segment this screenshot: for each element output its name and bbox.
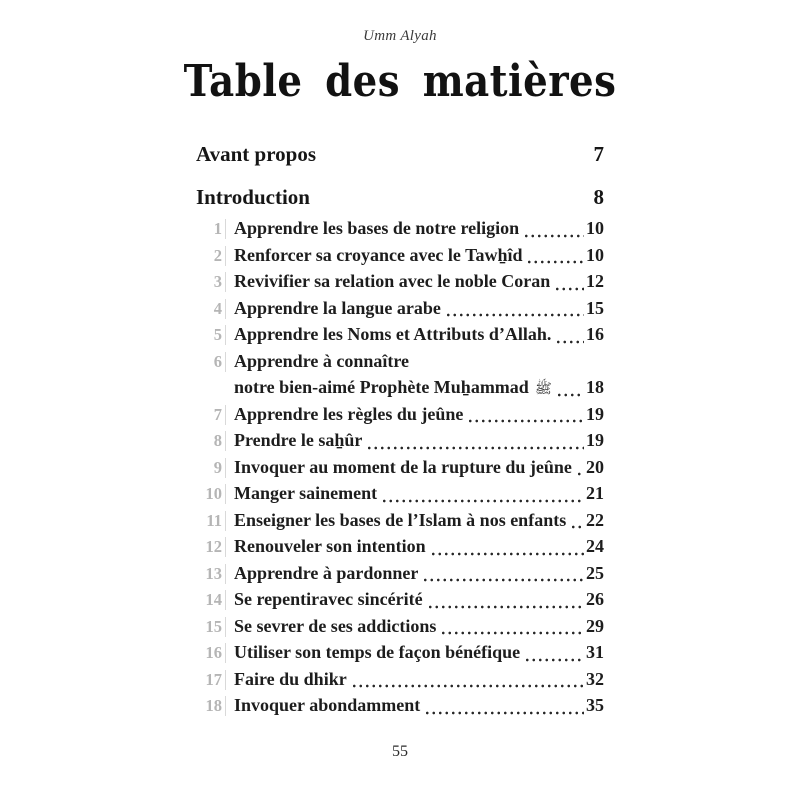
- entry-number: 4: [196, 299, 226, 319]
- entry-number: 1: [196, 219, 226, 239]
- entry-line-1: [196, 351, 604, 378]
- toc-section-avant-propos: [196, 142, 604, 167]
- entry-page-number: 31: [586, 642, 604, 662]
- dot-leader: [445, 313, 584, 317]
- section-label: Avant propos: [196, 142, 317, 166]
- entry-page-number: 29: [586, 615, 604, 636]
- entry-title: Apprendre les Noms et Attributs d’Allah.: [234, 324, 552, 344]
- toc-entry: [196, 218, 604, 245]
- toc-entry: [196, 695, 604, 722]
- entry-number: 15: [196, 617, 226, 637]
- dot-leader: [524, 658, 584, 662]
- entry-title: Apprendre à pardonner: [234, 562, 419, 583]
- entry-title: Prendre le saẖûr: [234, 430, 363, 450]
- entry-number: 10: [196, 484, 226, 504]
- toc-entry: [196, 616, 604, 643]
- entry-page-number: 15: [586, 297, 604, 318]
- toc-entry: [196, 457, 604, 484]
- entry-page-number: 24: [586, 536, 604, 556]
- entry-number: 14: [196, 590, 226, 610]
- entry-title: Apprendre les règles du jeûne: [234, 403, 464, 424]
- dot-leader: [424, 711, 584, 715]
- entry-title: Se repentiravec sincérité: [234, 589, 423, 609]
- entry-page-number: 22: [586, 509, 604, 530]
- entry-page-number: 32: [586, 668, 604, 689]
- entry-title: Se sevrer de ses addictions: [234, 615, 437, 636]
- toc-entry: [196, 430, 604, 457]
- toc-entry: [196, 324, 604, 351]
- entry-number: 13: [196, 564, 226, 584]
- entry-title: Enseigner les bases de l’Islam à nos enfants: [234, 509, 567, 530]
- dot-leader: [381, 499, 584, 503]
- page-title: Table des matières: [183, 56, 617, 107]
- dot-leader: [366, 446, 584, 450]
- dot-leader: [555, 340, 584, 344]
- dot-leader: [430, 552, 584, 556]
- dot-leader: [440, 631, 584, 635]
- entry-title: Renouveler son intention: [234, 536, 426, 556]
- section-page-number: 8: [593, 185, 604, 209]
- entry-page-number: 35: [586, 695, 604, 715]
- entry-title: Renforcer sa croyance avec le Tawẖîd: [234, 244, 523, 265]
- dot-leader: [554, 287, 584, 291]
- entry-title: Invoquer abondamment: [234, 695, 421, 715]
- entry-page-number: 12: [586, 271, 604, 291]
- dot-leader: [556, 393, 584, 397]
- entry-page-number: 26: [586, 589, 604, 609]
- footer-page-number: 55: [392, 743, 408, 760]
- toc-entry: [196, 271, 604, 298]
- entry-page-number: 21: [586, 483, 604, 503]
- entry-page-number: 19: [586, 403, 604, 424]
- toc-entry: [196, 642, 604, 669]
- toc-entry: [196, 563, 604, 590]
- entry-number: 5: [196, 325, 226, 345]
- toc-entry: [196, 536, 604, 563]
- entry-page-number: 20: [586, 456, 604, 477]
- entry-number: 3: [196, 272, 226, 292]
- entry-number: 11: [196, 511, 226, 531]
- entry-title: Apprendre la langue arabe: [234, 297, 441, 318]
- entry-number: 6: [196, 352, 226, 372]
- entry-title: Invoquer au moment de la rupture du jeûne: [234, 456, 572, 477]
- toc-entry: [196, 404, 604, 431]
- entry-page-number: 10: [586, 218, 604, 238]
- entry-title: Manger sainement: [234, 483, 378, 503]
- dot-leader: [576, 472, 584, 476]
- toc-section-introduction: [196, 185, 604, 210]
- entry-title: Apprendre les bases de notre religion: [234, 218, 520, 238]
- toc-entry: [196, 298, 604, 325]
- entry-title: Faire du dhikr: [234, 668, 347, 689]
- entry-title: Utiliser son temps de façon bénéfique: [234, 642, 521, 662]
- section-page-number: 7: [593, 142, 604, 166]
- entry-number: 8: [196, 431, 226, 451]
- entry-page-number: 19: [586, 430, 604, 450]
- entry-page-number: 10: [586, 244, 604, 265]
- entry-number: 17: [196, 670, 226, 690]
- entry-number: 7: [196, 405, 226, 425]
- toc-entry: [196, 589, 604, 616]
- dot-leader: [467, 419, 584, 423]
- section-label: Introduction: [196, 185, 310, 209]
- entry-number: 16: [196, 643, 226, 663]
- saw-honorific-symbol: ﷺ: [534, 381, 552, 397]
- entry-number: 12: [196, 537, 226, 557]
- toc-entry: [196, 669, 604, 696]
- dot-leader: [526, 260, 584, 264]
- dot-leader: [570, 525, 584, 529]
- toc-entry: [196, 245, 604, 272]
- table-of-contents: [196, 142, 604, 722]
- dot-leader: [422, 578, 584, 582]
- entry-line-2: [196, 377, 604, 404]
- entry-title: Apprendre à connaître: [234, 350, 410, 371]
- toc-entry-two-line: [196, 351, 604, 404]
- toc-entry: [196, 510, 604, 537]
- entry-page-number: 18: [586, 377, 604, 397]
- dot-leader: [427, 605, 584, 609]
- entry-number: 9: [196, 458, 226, 478]
- dot-leader: [523, 234, 584, 238]
- toc-entry: [196, 483, 604, 510]
- entry-page-number: 25: [586, 562, 604, 583]
- author-name: Umm Alyah: [363, 28, 437, 44]
- entry-title: Revivifier sa relation avec le noble Coran: [234, 271, 551, 291]
- dot-leader: [351, 684, 584, 688]
- entry-page-number: 16: [586, 324, 604, 344]
- entry-number: 2: [196, 246, 226, 266]
- entry-number: 18: [196, 696, 226, 716]
- entry-title-continued: notre bien-aimé Prophète Muẖammad: [234, 377, 529, 397]
